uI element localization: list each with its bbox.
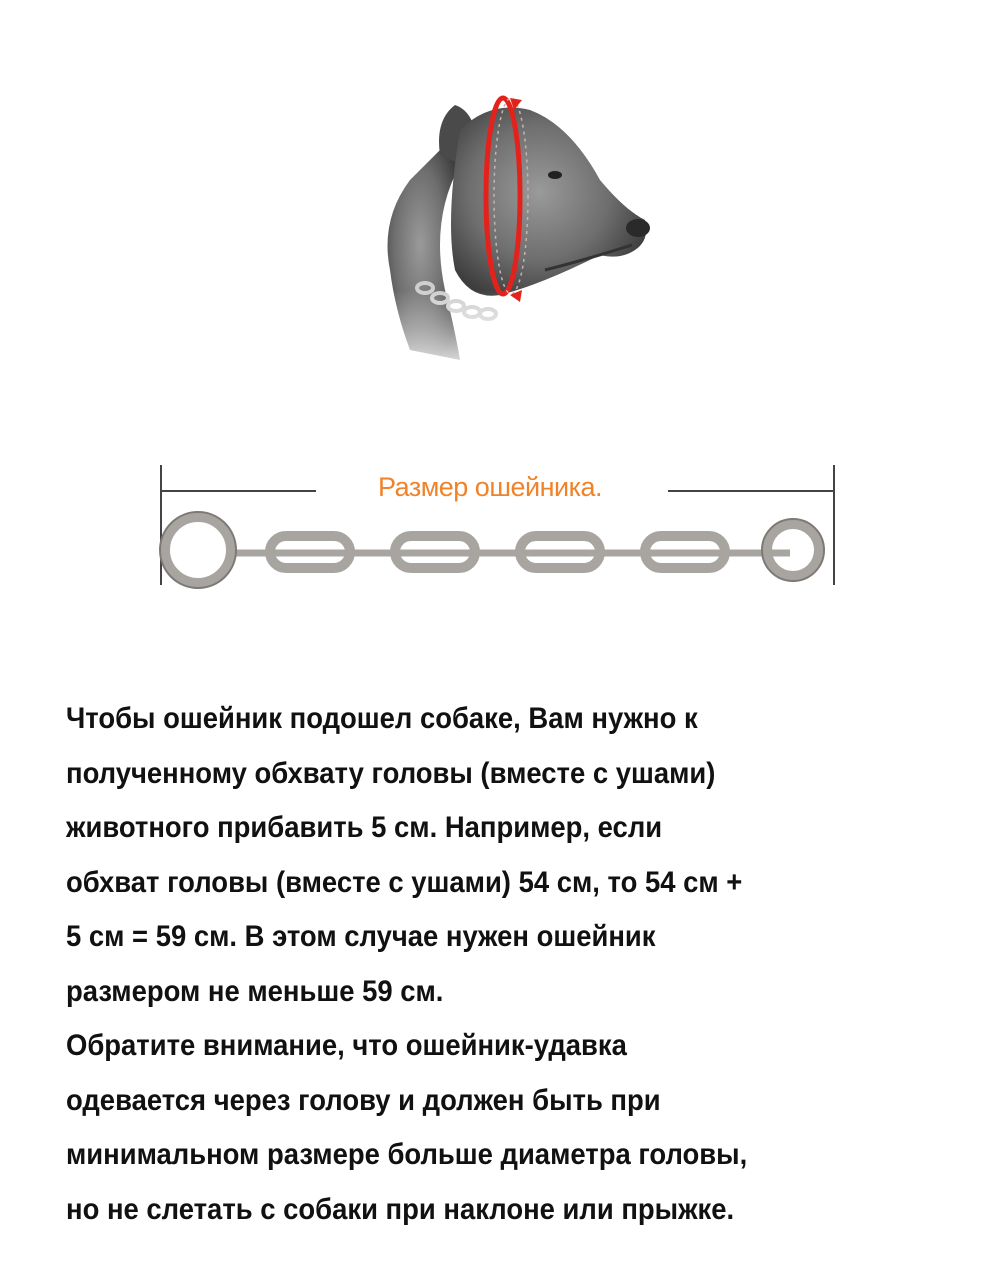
dog-nose xyxy=(626,219,650,237)
collar-chain xyxy=(165,517,819,583)
dog-head-illustration xyxy=(370,70,670,370)
instruction-line: животного прибавить 5 см. Например, если xyxy=(66,811,663,844)
instruction-line: Чтобы ошейник подошел собаке, Вам нужно к xyxy=(66,702,698,735)
instruction-line: одевается через голову и должен быть при xyxy=(66,1083,661,1117)
collar-size-label: Размер ошейника. xyxy=(378,472,602,502)
sizing-instructions xyxy=(66,692,903,1237)
dog-head xyxy=(451,108,646,296)
instruction-line: обхват головы (вместе с ушами) 54 см, то 54 см + xyxy=(66,865,743,899)
instruction-line: Обратите внимание, что ошейник-удавка xyxy=(66,1029,627,1062)
instruction-line: минимальном размере больше диаметра головы, xyxy=(66,1138,748,1171)
instruction-line: размером не меньше 59 см. xyxy=(66,974,444,1008)
instruction-line: но не слетать с собаки при наклоне или прыжке. xyxy=(66,1192,735,1226)
collar-size-diagram xyxy=(140,440,860,610)
chain-end-ring-left xyxy=(165,517,231,583)
instruction-line: полученному обхвату головы (вместе с ушами) xyxy=(66,756,716,790)
dog-eye xyxy=(548,171,562,179)
instruction-line: 5 см = 59 см. В этом случае нужен ошейник xyxy=(66,920,656,953)
